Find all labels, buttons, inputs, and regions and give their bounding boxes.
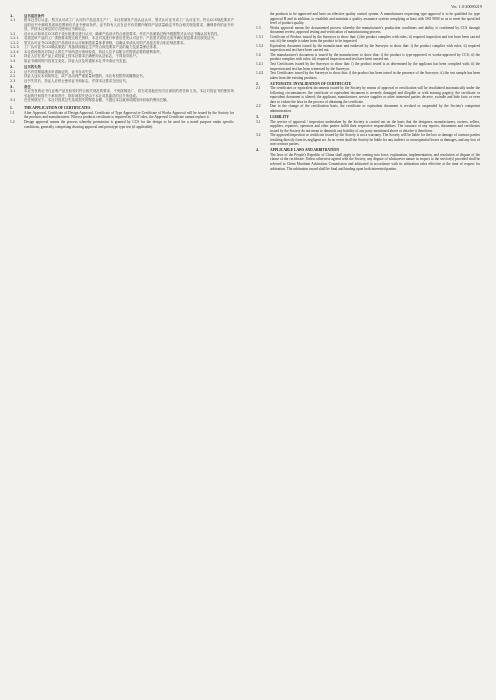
clause: 1.3 Works approval means the documented process whereby the manufacturer's production conditions and ability is confirmed by CCS through document review, approval testing and verification of manufacturing process. [256,25,480,35]
clause: 2.2 持证人违反本须知规定，或产品出现严重质量问题的，本社有权暂停或撤销证书。 [10,74,147,79]
clause: 1.2.1 若需送审产品的工厂须按要求提交相关资料，本社对其进行审查后签发认可证书；产品型式试验完成并满足规范要求后颁发证书。 [10,36,218,41]
clause: 2.2 Due to the change of the certification basis, the certificate or equivalent document is revoked or suspended by the Society's competent administration. [256,104,480,113]
section-heading: 2. 证书的失效 [10,65,41,70]
section-heading-liability: 3. LIABILITY [256,115,289,120]
clause: 1.4 如证书载明的内容发生变化，持证人应及时通知本社并申请证书变更。 [10,58,130,63]
clause: 1.4.1 Test Certificates issued by the Surveyor to show that: i) the product tested is as determined by the applicant has been complied with; ii) the inspection and test has been witnessed by the Surveyor. [256,62,480,71]
clause: 3.1 本社签发的证书仅证明产品在检验时符合相关规范的要求，不免除制造厂、供方或其他任何方应承担的责任和义务。本社对因证书的使用所引起的任何损失不承担责任，除非该损失是由于本社或其雇员的过失所造成。 [10,89,234,98]
clause: 1.2 设计认可和单位CCS将于设计批准后进行认可，确保产品设计符合规范要求，并在产品制造过程中根据型式认可证书确认其有效性。 [10,31,221,36]
clause: 3.2 The approval/inspection or certificate issued by the Society is not a warranty. The Society will be liable for the loss or damage of contract parties resulting directly from its negligent act. In no event shall the Society be liable for any indirect or consequential losses or damages, and any loss of non-contract parties. [256,133,480,147]
clause: 3.2 在任何情况下，本社对因其过失造成损失的赔偿金额，不超过本社就该项服务所收取的费用总额。 [10,98,170,103]
clause: 1.3 持证人应在其产品上或包装上按本社要求正确使用认证标志，不得误导用户。 [10,54,140,59]
clause: 1.3.1 Certificate of Product issued by the Surveyor to show that: i) the product complies with rules; ii) required inspection and test have been carried out; iii) the sample is taken from the product to be inspected. [256,34,480,44]
right-column [256,12,480,171]
section-heading: 1. 证书适用条件 [10,13,45,18]
clause: 1.2.3 工厂认可证书CCS确认制造厂具备持续稳定生产符合规范要求产品的能力及质量保证体系。 [10,45,160,50]
clause: 1.2.2 型式认可证书CCS通过产品的设计认可和制造质量体系审核，以确认申请认可的产品是否符合相应规范要求。 [10,40,187,45]
clause: The laws of the People's Republic of China shall apply to the coming into force, explanation, implementation, and resolution of dispute of the clause of the certificate. Unless otherwise agreed with the Society, any dispute of whatsoever nature in respect to the service(s) provided shall be referred to China Maritime Arbitration Commission and arbitrated in accordance with its arbitration rules effective at the time of request for arbitration. The arbitration award shall be final and binding upon both interested parties. [270,152,480,171]
clause: 2.1 证书有效期届满未申请换证的，证书自动失效。 [10,69,96,74]
clause: the products to be approved and have an effective quality control system. A manufacturer requesting type approval is to be qualified for type approval B and in addition, to establish and maintain a quality assurance system complying at least with ISO 9000 so as to meet the specified level of product quality. [270,12,480,26]
clause: 1.1 After Approval, Certificate of Design Approval, Certificate of Type Approval or Certificate of Works Approval will be issued by the Society for the products and manufacturers. When a products certificate is required by CCS' rules, the Approval Certificate cannot replace it. [10,110,234,120]
section-heading-applicable-laws: 4. APPLICABLE LAWS AND ARBITRATION [256,148,339,153]
clause: 1.1 根本社签订认证、型式认可或工厂认可的产品及其生产厂，本社将颁发产品认证认可、型式认可证书或工厂认可证书，符合CCS规范要求产品的证书中载明其适用范围和有关证书使用条件。证书持有人应在证书有效期内保持产品质量稳定并符合相关规范要求，确保持有的证书有效，并按本社规定的方式使用证书和标志。 [10,18,234,32]
clause: 1.4.2 Test Certificates issued by the Surveyor to show that: i) the product has been tested in the presence of the Surveyor; ii) the test sample has been taken from the existing products. [256,71,480,80]
section-heading-application: 1. THE APPLICATION OF CERTIFICATES [10,106,91,111]
clause: 2.3 证书失效后，持证人应停止使用证书和标志，并按本社要求交回证书。 [10,78,130,83]
clause: 1.2 Design approval means the process whereby permission is granted by CCS for the design to be used for a noted purpose under specific conditions, generally comprising drawing approval and prototype type test (if applicable). [10,120,234,129]
clause: 1.3.2 Equivalent document issued by the manufacturer and endorsed by the Surveyor to show that: i) the product complies with rules; ii) required inspection and test have been carried out. [256,43,480,53]
clause: 2.1 The certificates or equivalent documents issued by the Society by means of approval or certification will be invalidated automatically under the following circumstances: the certificate or equivalent document is severely damaged and illegible or with missing page(s); the certificate or equivalent document is altered; the applicant, manufacturer, service supplier or other interested parties deceive, swindle and hide facts or even dare to violate the laws in the process of obtaining the certificate. [256,86,480,104]
left-column [10,12,234,129]
clause: 1.2.4 本社将视情况对持证人的生产场所进行现场检查，持证人应予以配合并提供必要的便利条件。 [10,49,164,54]
clause: 3.1 The service of approval / inspection undertaken by the Society is carried out on the basis that the designers, manufacturers, owners, sellers, suppliers, repairers, operators and other parties fulfill their respective responsibilities. The issuance of any reports, documents and certificates issued by the Society do not mean to diminish any liability of any party mentioned above or absolve it therefrom. [256,119,480,133]
section-heading: 3. 责任 [10,84,31,89]
document-number: Ver. 1.0-20080219 [450,4,482,9]
clause: 1.4 The manufacturer's document is issued by the manufacturer to show that: i) the product is type-approved or works-approved by CCS; ii) the product complies with rules; iii) required inspection and test have been carried out. [256,52,480,62]
section-heading-invalidation: 2. AUTOMATIC INVALIDATION OF CERTIFICATE [256,81,352,86]
